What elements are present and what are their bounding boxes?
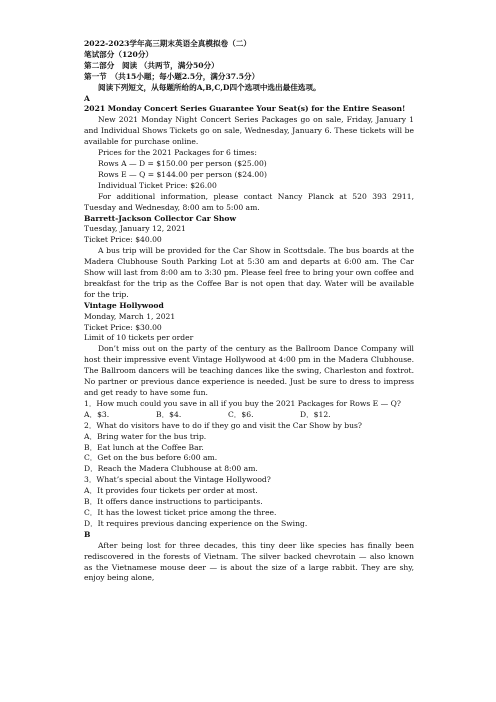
q2-option-b: B．Eat lunch at the Coffee Bar. <box>84 442 204 452</box>
q1-option-d: D．$12. <box>300 409 331 419</box>
written-section-heading: 笔试部分（120分） <box>84 49 154 59</box>
passage-a-title: 2021 Monday Concert Series Guarantee Your Seat(s) for the Entire Season! <box>84 104 406 114</box>
price-rows-e-q: Rows E — Q = $144.00 per person ($24.00) <box>98 169 267 179</box>
price-rows-a-d: Rows A — D = $150.00 per person ($25.00) <box>98 158 267 168</box>
event-car-show-desc: A bus trip will be provided for the Car Show in Scottsdale. The bus boards at the Madera Clubhouse South Parking Lot at 5:30 am and departs at 6:00 am. The Car Show will last from 8:00 am to 3:30 pm. Please feel free to bring your own coffee and breakfast for the trip as the Coffee Bar is not open that day. Water will be available for the trip. <box>84 246 414 299</box>
question-1: 1．How much could you save in all if you buy the 2021 Packages for Rows E — Q? <box>84 398 401 408</box>
event-car-show-title: Barrett-Jackson Collector Car Show <box>84 213 237 223</box>
q2-option-a: A．Bring water for the bus trip. <box>84 431 207 441</box>
q3-option-a: A．It provides four tickets per order at most. <box>84 486 258 496</box>
event-car-show-price: Ticket Price: $40.00 <box>84 235 162 245</box>
q2-option-c: C．Get on the bus before 6:00 am. <box>84 453 218 463</box>
passage-b-label: B <box>84 529 91 539</box>
q1-option-b: B．$4. <box>156 409 182 419</box>
individual-price: Individual Ticket Price: $26.00 <box>98 180 217 190</box>
event-vintage-title: Vintage Hollywood <box>84 300 164 310</box>
passage-b-text: After being lost for three decades, this tiny deer like species has finally been rediscovered in the forests of Vietnam. The silver backed chevrotain — also known as the Vietnamese mouse deer — is about the size of a large rabbit. They are shy, enjoy being alone, <box>84 540 414 583</box>
q1-option-c: C．$6. <box>228 409 254 419</box>
q3-option-c: C．It has the lowest ticket price among the three. <box>84 507 277 517</box>
question-3: 3．What’s special about the Vintage Hollywood? <box>84 475 271 485</box>
q2-option-d: D．Reach the Madera Clubhouse at 8:00 am. <box>84 464 258 474</box>
q1-option-a: A．$3. <box>84 409 110 419</box>
document-page <box>84 39 414 584</box>
exam-title: 2022-2023学年高三期末英语全真模拟卷（二） <box>84 39 251 48</box>
passage-a-label: A <box>84 93 90 103</box>
q3-option-d: D．It requires previous dancing experience on the Swing. <box>84 518 308 528</box>
prices-heading: Prices for the 2021 Packages for 6 times: <box>98 148 257 158</box>
contact-info: For additional information, please contact Nancy Planck at 520 393 2911, Tuesday and Wednesday, 8:00 am to 5:00 am. <box>84 191 414 212</box>
q3-option-b: B．It offers dance instructions to participants. <box>84 497 263 507</box>
instruction: 阅读下列短文，从每题所给的A,B,C,D四个选项中选出最佳选项。 <box>98 82 321 92</box>
section-heading: 第一节 （共15小题；每小题2.5分，满分37.5分） <box>84 71 260 81</box>
event-vintage-date: Monday, March 1, 2021 <box>84 311 176 321</box>
event-vintage-price: Ticket Price: $30.00 <box>84 322 162 332</box>
event-car-show-date: Tuesday, January 12, 2021 <box>84 224 186 234</box>
event-vintage-limit: Limit of 10 tickets per order <box>84 333 194 343</box>
event-vintage-desc: Don’t miss out on the party of the century as the Ballroom Dance Company will host their impressive event Vintage Hollywood at 4:00 pm in the Madera Clubhouse. The Ballroom dancers will be teaching dances like the swing, Charleston and foxtrot. No partner or previous dance experience is needed. Just be sure to dress to impress and get ready to have some fun. <box>84 344 414 397</box>
question-2: 2．What do visitors have to do if they go and visit the Car Show by bus? <box>84 420 363 430</box>
question-1-options <box>84 410 414 421</box>
passage-a-intro: New 2021 Monday Night Concert Series Packages go on sale, Friday, January 1 and Individual Shows Tickets go on sale, Wednesday, January 6. These tickets will be available for purchase online. <box>84 115 414 147</box>
part-heading: 第二部分 阅读 （共两节，满分50分） <box>84 60 219 70</box>
